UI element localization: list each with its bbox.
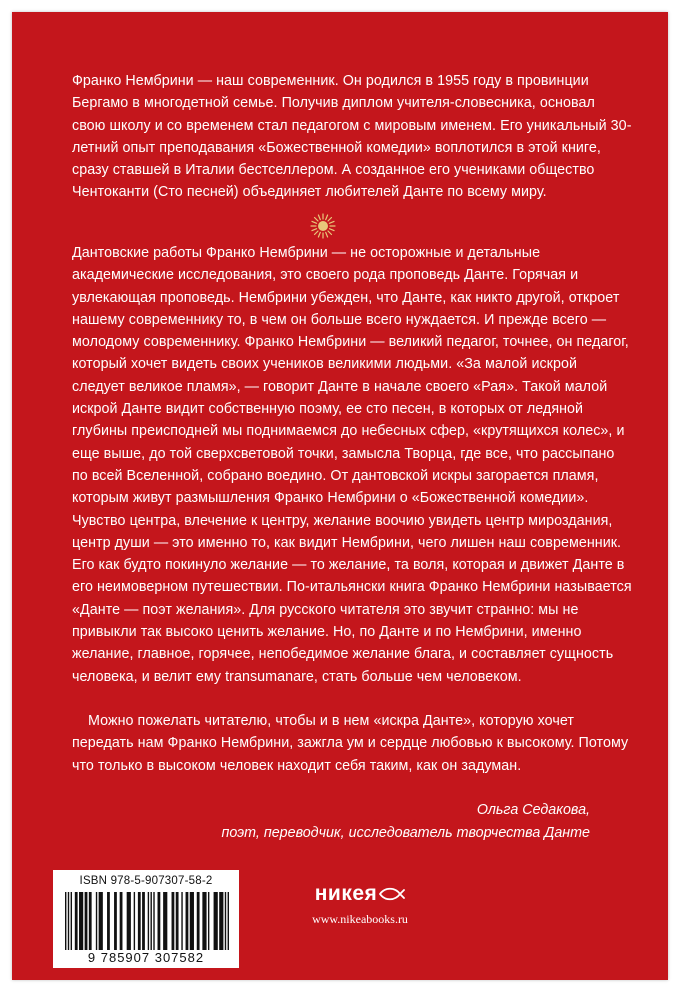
barcode-bar	[225, 892, 226, 950]
barcode-bar	[71, 892, 72, 950]
barcode-bar	[120, 892, 123, 950]
author-signature	[221, 799, 590, 845]
barcode-bar	[197, 892, 200, 950]
barcode-bar	[65, 892, 66, 950]
barcode-bar	[142, 892, 145, 950]
sun-ornament-icon	[310, 213, 336, 239]
barcode-bar	[127, 892, 131, 950]
barcode-bar	[163, 892, 167, 950]
barcode-bar	[99, 892, 103, 950]
bio-text: Франко Нембрини — наш современник. Он родился в 1955 году в провинции Бергамо в многодетной семье. Получив диплом учителя-словесника, основал свою школу и со временем стал педагогом с мировым именем. Его уникальный 30-летний опыт преподавания «Божественной комедии» воплотился в этой книге, сразу ставшей в Италии бестселлером. А созданное его учениками общество Чентоканти (Сто песней) объединяет любителей Данте по всему миру.	[72, 73, 632, 201]
barcode-bar	[186, 892, 189, 950]
barcode-bar	[138, 892, 141, 950]
barcode-bar	[172, 892, 175, 950]
barcode-bar	[181, 892, 182, 950]
barcode-bar	[68, 892, 69, 950]
book-back-cover	[12, 12, 668, 980]
barcode-bar	[114, 892, 117, 950]
ean-number: 9 785907 307582	[87, 950, 205, 965]
barcode-bar	[176, 892, 179, 950]
isbn-label: ISBN 978-5-907307-58-2	[79, 875, 213, 887]
publisher-url[interactable]: www.nikeabooks.ru	[312, 912, 408, 926]
barcode-bar	[96, 892, 97, 950]
barcode-bar	[158, 892, 161, 950]
barcode-block	[53, 870, 239, 968]
publisher-logo	[280, 882, 440, 906]
fish-icon	[379, 887, 405, 901]
barcode-bar	[208, 892, 209, 950]
barcode-bar	[79, 892, 83, 950]
barcode-bar	[85, 892, 88, 950]
closing-paragraph	[72, 710, 632, 777]
barcode-bar	[134, 892, 135, 950]
closing-text: Можно пожелать читателю, чтобы и в нем «искра Данте», которую хочет передать нам Франко Нембрини, зажгла ум и сердце любовью к высокому. Потому что только в высоком человек находит себя таким, как он задуман.	[72, 713, 629, 774]
barcode-bar	[219, 892, 223, 950]
review-paragraph	[72, 242, 632, 688]
bio-paragraph	[72, 70, 632, 204]
barcode-bar	[153, 892, 154, 950]
barcode-bar	[75, 892, 78, 950]
barcode-bar	[107, 892, 110, 950]
barcode-bar	[202, 892, 206, 950]
publisher-logo-text: никея	[314, 882, 378, 905]
author-role: поэт, переводчик, исследователь творчества Данте	[221, 825, 590, 841]
barcode-icon	[61, 892, 233, 950]
barcode-bar	[151, 892, 152, 950]
barcode-bar	[89, 892, 92, 950]
barcode-bar	[214, 892, 218, 950]
barcode-bar	[148, 892, 149, 950]
author-name: Ольга Седакова,	[476, 802, 590, 818]
review-text: Дантовские работы Франко Нембрини — не осторожные и детальные академические исследования, это своего рода проповедь Данте. Горячая и увлекающая проповедь. Нембрини убежден, что Данте, как никто другой, откроет нашему современнику то, в чем он больше всего нуждается. И прежде всего — молодому современнику. Франко Нембрини — великий педагог, точнее, он педагог, который хочет видеть своих учеников великими людьми. «За малой искрой следует великое пламя», — говорит Данте в начале своего «Рая». Такой малой искрой Данте видит собственную поэму, ее сто песен, в которых от ледяной глубины преисподней мы поднимаемся до небесных сфер, «крутящихся колес», и еще выше, до той сверхсветовой точки, замысла Творца, где все, что рассыпано по всей Вселенной, собрано воедино. От дантовской искры загорается пламя, которым живут размышления Франко Нембрини о «Божественной комедии». Чувство центра, влечение к центру, желание воочию увидеть центр мироздания, центр души — это именно то, как видит Нембрини, чего лишен наш современник. Его как будто покинуло желание — то желание, та воля, которая и движет Данте в его неимоверном путешествии. По-итальянски книга Франко Нембрини называется «Данте — поэт желания». Для русского читателя это звучит странно: мы не привыкли так высоко ценить желание. Но, по Данте и по Нембрини, именно желание, главное, горячее, непобедимое желание блага, и составляет сущность человека, и велит ему transumanare, стать больше чем человеком.	[72, 245, 632, 685]
barcode-bar	[190, 892, 194, 950]
publisher-block	[280, 882, 440, 927]
barcode-bar	[228, 892, 229, 950]
